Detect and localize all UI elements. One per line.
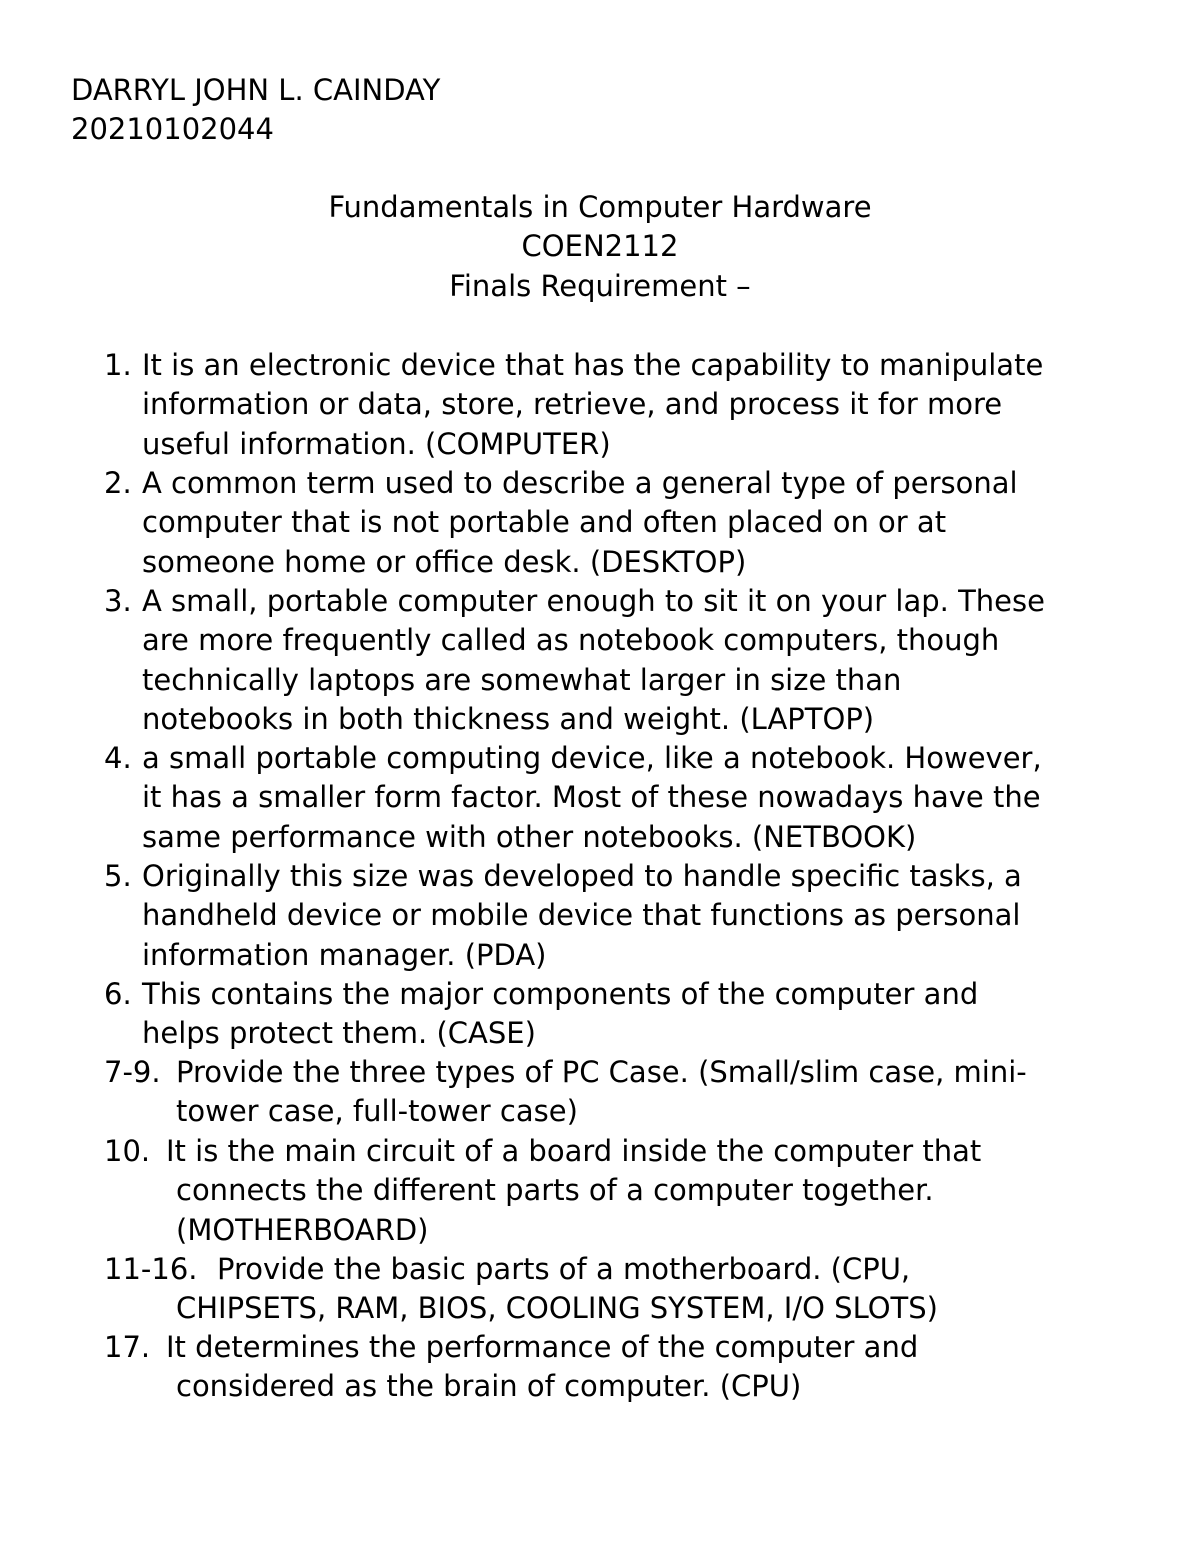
item-number: 2. [104,466,132,500]
item-line: someone home or office desk. (DESKTOP) [142,544,747,579]
author-name: DARRYL JOHN L. CAINDAY [71,73,441,107]
item-line: (MOTHERBOARD) [176,1212,429,1247]
item-line: CHIPSETS, RAM, BIOS, COOLING SYSTEM, I/O SLOTS) [176,1291,938,1326]
item-line: helps protect them. (CASE) [142,1016,536,1051]
item-number: 17. [104,1330,151,1364]
item-line: handheld device or mobile device that functions as personal [142,898,1021,933]
item-text [142,975,978,1054]
item-line: This contains the major components of the computer and [142,977,979,1011]
item-line: It determines the performance of the computer and [166,1330,919,1364]
item-line: It is an electronic device that has the capability to manipulate [142,348,1044,382]
item-line: Provide the basic parts of a motherboard. (CPU, [217,1252,911,1286]
item-number: 5. [104,859,132,893]
item-line: A common term used to describe a general type of personal [142,466,1018,500]
item-text [166,1328,918,1407]
item-number: 6. [104,977,132,1011]
course-name: Fundamentals in Computer Hardware [328,190,872,224]
item-line: A small, portable computer enough to sit it on your lap. These [142,584,1045,618]
item-text [142,346,1043,464]
item-line: notebooks in both thickness and weight. (LAPTOP) [142,701,875,736]
item-number: 11-16. [104,1252,198,1286]
course-code: COEN2112 [521,229,679,263]
item-line: connects the different parts of a computer together. [176,1173,934,1208]
student-id: 20210102044 [71,112,274,146]
item-number: 7-9. [104,1055,161,1089]
item-text [142,739,1042,857]
item-line: Originally this size was developed to handle specific tasks, a [142,859,1022,893]
item-number: 4. [104,741,132,775]
item-line: are more frequently called as notebook computers, though [142,623,1000,658]
item-line: considered as the brain of computer. (CPU) [176,1369,802,1404]
item-number: 1. [104,348,132,382]
item-text [176,1250,938,1329]
item-line: same performance with other notebooks. (NETBOOK) [142,819,917,854]
item-line: Provide the three types of PC Case. (Small/slim case, mini- [176,1055,1027,1089]
item-line: It is the main circuit of a board inside the computer that [166,1134,982,1168]
item-line: information or data, store, retrieve, and process it for more [142,387,1003,422]
item-line: technically laptops are somewhat larger in size than [142,662,902,697]
item-line: useful information. (COMPUTER) [142,426,611,461]
item-number: 3. [104,584,132,618]
item-text [142,464,1018,582]
item-text [176,1053,1027,1132]
requirement-title: Finals Requirement – [449,269,751,303]
item-line: it has a smaller form factor. Most of these nowadays have the [142,780,1041,815]
item-line: computer that is not portable and often placed on or at [142,505,947,540]
item-text [142,857,1022,975]
item-text [166,1132,981,1250]
item-text [142,582,1045,739]
item-line: tower case, full-tower case) [176,1094,578,1129]
item-line: information manager. (PDA) [142,937,547,972]
item-line: a small portable computing device, like a notebook. However, [142,741,1042,775]
item-number: 10. [104,1134,151,1168]
